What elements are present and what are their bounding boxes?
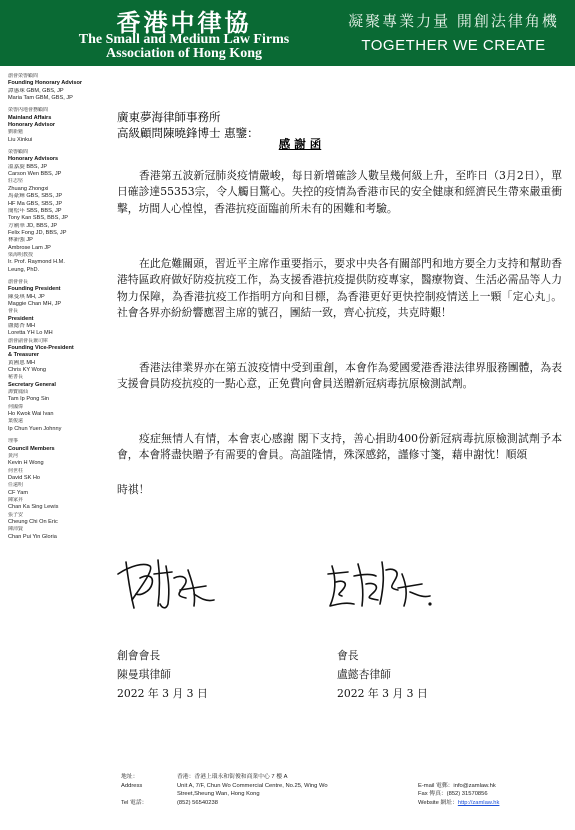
fax: Fax 傳真：(852) 31570856 [418,791,488,798]
officer-name: Felix Fong JD, BBS, JP [8,229,67,236]
officer-role-label: Mainland Affairs [8,114,52,121]
officer-name: 創會會長 [8,278,29,285]
website-link[interactable]: http://zamlaw.hk [457,799,500,806]
association-name-en-line2: Association of Hong Kong [106,46,262,61]
officer-name: Tony Kan SBS, BBS, JP [8,215,69,222]
slogan-en: TOGETHER WE CREATE [361,37,546,54]
officer-name: 莊志堅 [8,178,24,185]
officer-role-label: Honorary Advisor [8,122,56,129]
officer-name: Ambrose Lam JP [8,244,51,251]
officer-name: 理事 [8,438,19,445]
officer-role-label: Founding Honorary Advisor [8,80,83,87]
tel-label: Tel 電話： [121,799,148,806]
officer-name: Liu Xinkui [8,136,33,143]
officer-name: Kevin H Wong [8,460,44,467]
officer-name: 盧懿杏 MH [8,323,36,329]
officer-name: Carson Wen BBS, JP [8,171,62,178]
signer-president [337,646,428,703]
signer-date: 2022 年 3 月 3 日 [117,687,208,700]
founding-president-signature [110,548,220,618]
letter-subject: 感 謝 函 [278,137,322,151]
officer-role-label: Honorary Advisors [8,156,59,163]
email: E-mail 電郵：info@zamlaw.hk [418,782,496,789]
officer-name: 馬豪輝 GBS, SBS, JP [8,193,63,200]
officer-name: 陳曼琪 MH, JP [8,293,45,300]
signer-founding-president [117,646,208,703]
officer-name: 梁海明教授 [8,251,34,258]
addressee-person: 高級顧問陳曉鋒博士 惠鑒： [117,126,259,140]
addressee-block [117,109,259,141]
letter-paragraph: 香港法律業界亦在第五波疫情中受到重創，本會作為愛國愛港香港法律界服務團體，為表支援會員防疫抗疫的一點心意，正免費向會員送贈新冠病毒抗原檢測試劑。 [117,361,562,391]
letter-paragraph: 疫症無情人有情，本會衷心感謝 閣下支持，善心捐助400份新冠病毒抗原檢測試劑予本會，本會將盡快贈予有需要的會員。高誼隆情，殊深感銘，謹修寸箋，藉申謝忱！順頌 [117,432,562,462]
officer-name: 榮譽內地會務顧問 [8,107,49,114]
president-signature [318,548,443,618]
officer-name: Loretta YH Lo MH [8,330,53,337]
officer-name: 創會榮譽顧問 [8,73,39,79]
officer-name: 葉俊遠 [8,418,24,425]
officer-name: Maria Tam GBM, GBS, JP [8,95,73,102]
signer-title: 會長 [337,649,359,662]
officer-name: Maggie Chan MH, JP [8,300,62,307]
officer-name: 譚寶鳳仙 [8,389,29,396]
officer-name: CF Yam [8,489,28,496]
officer-name: Chris KY Wong [8,367,47,374]
officer-name: 何世柱 [8,467,24,474]
officer-name: 林新強 JP [8,237,33,244]
officer-name: 黃河 [8,452,19,459]
officer-role-label: & Treasurer [8,352,40,359]
officer-name: Ir. Prof. Raymond H.M. [8,259,65,266]
officer-name: 榮譽顧問 [8,149,29,156]
footer-labels [121,773,147,807]
website-label: Website 網址： [418,799,458,806]
association-name-en-line1: The Small and Medium Law Firms [78,32,290,47]
footer-contact [418,773,499,807]
officer-role-label: Secretary General [8,381,56,388]
officer-name: 黃國恩 MH [8,359,36,366]
addressee-firm: 廣東夢海律師事務所 [117,110,221,124]
address-en-line2: Street,Sheung Wan, Hong Kong [177,791,260,798]
tel-number: (852) 56540238 [177,799,218,806]
officer-name: 譚惠珠 GBM, GBS, JP [8,87,64,94]
officer-name: 創會副會長兼司庫 [8,337,49,344]
officer-name: 簡松年 SBS, BBS, JP [8,207,62,214]
address-cn: 香港：香港上環永和街俊和商業中心 7 樓 A [177,774,288,780]
address-label-en: Address [121,782,143,789]
address-en-line1: Unit A, 7/F, Chun Wo Commercial Centre, No.25, Wing Wo [177,782,328,789]
slogan-cn: 凝聚專業力量 開創法律角機 [348,12,559,30]
officer-name: 何國偉 [8,403,24,410]
header-banner [0,0,575,66]
association-name-cn: 香港中律協 [116,8,252,37]
officer-name: Ho Kwok Wai Ivan [8,411,54,418]
officer-name: Ip Chun Yuen Johnny [8,425,62,432]
officer-name: Zhuang Zhongxi [8,185,49,192]
officer-name: 溫嘉旋 BBS, JP [8,163,48,170]
officer-name: 方劍華 JD, BBS, JP [8,222,58,229]
officers-sidebar [8,73,112,541]
signer-title: 創會會長 [117,649,161,662]
officer-name: Chan Ka Sing Lewis [8,504,59,511]
signer-name: 陳曼琪律師 [117,668,171,681]
officer-name: 劉新魁 [8,129,24,136]
letter-paragraph: 香港第五波新冠肺炎疫情嚴峻，每日新增確診人數呈幾何級上升，至昨日（3月2日），單日確診達55353宗，令人觸目驚心。失控的疫情為香港市民的安全健康和經濟民生帶來嚴重衝擊，坊間人心惶惶，香港抗疫面臨前所未有的困難和考驗。 [117,169,562,215]
officer-name: 張子安 [8,511,24,518]
officer-role-label: Founding Vice-President [8,345,74,352]
footer-address [177,773,328,807]
officer-name: 陳沛賢 [8,526,24,533]
letter-paragraph: 在此危難關頭，習近平主席作重要指示，要求中央各有關部門和地方要全力支持和幫助香港特區政府做好防疫抗疫工作，為支援香港抗疫提供防疫專家，醫療物資、生活必需品等人力物力保障，為香港抗疫工作指明方向和目標，為香港更好更快控制疫情送上一顆「定心丸」。社會各界亦紛紛響應習主席的號召，團結一致，齊心抗疫，共克時艱！ [117,257,562,320]
officer-name: 陳家昇 [8,496,24,503]
website-row [418,799,499,808]
officer-name: 任遠明 [8,482,24,489]
signer-date: 2022 年 3 月 3 日 [337,687,428,700]
officer-name: HF Ma GBS, SBS, JP [8,200,63,207]
letter-closing: 時祺！ [117,483,150,496]
signer-name: 盧懿杏律師 [337,668,391,681]
officer-name: 秘書長 [8,374,24,381]
officer-name: David SK Ho [8,474,41,481]
address-label-cn: 地址： [121,774,139,780]
officer-name: Leung, PhD. [8,266,40,273]
officer-name: Chan Pui Yin Gloria [8,533,57,540]
officer-role-label: Council Members [8,445,55,452]
officer-name: 會長 [8,308,19,315]
officer-role-label: Founding President [8,286,61,293]
officer-name: Cheung Chi On Eric [8,518,58,525]
officer-name: Tam Ip Pong Sin [8,396,50,403]
officer-role-label: President [8,315,34,322]
